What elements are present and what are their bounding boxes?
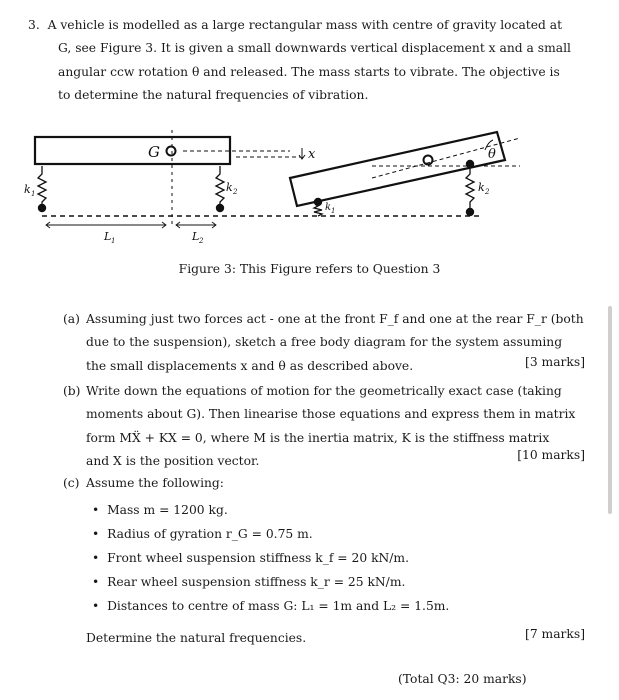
total-marks: (Total Q3: 20 marks): [398, 672, 527, 686]
svg-text:1: 1: [31, 190, 36, 198]
question-3-text: [28, 14, 571, 108]
part-a-marks: [3 marks]: [525, 355, 585, 369]
part-c-intro: Assume the following:: [86, 476, 224, 490]
svg-text:1: 1: [331, 207, 336, 215]
label-theta: θ: [488, 147, 496, 162]
figure-caption: Figure 3: This Figure refers to Question 3: [178, 262, 441, 276]
list-item: • Mass m = 1200 kg.: [92, 503, 228, 517]
label-k1-right: k: [325, 202, 332, 213]
question-line-2: G, see Figure 3. It is given a small downwards vertical displacement x and a small: [58, 41, 571, 56]
question-line-1: A vehicle is modelled as a large rectangular mass with centre of gravity located at: [47, 18, 563, 32]
part-b-label: (b): [63, 384, 81, 398]
svg-text:1: 1: [111, 237, 116, 245]
svg-text:2: 2: [233, 188, 238, 196]
part-c-closing: Determine the natural frequencies.: [86, 631, 307, 645]
spring-k1-static: [38, 166, 46, 206]
part-b-marks: [10 marks]: [517, 448, 585, 462]
list-item: • Distances to centre of mass G: L₁ = 1m and L₂ = 1.5m.: [92, 599, 450, 613]
question-line-4: to determine the natural frequencies of vibration.: [58, 88, 369, 103]
question-line-3: angular ccw rotation θ and released. The mass starts to vibrate. The objective is: [58, 64, 560, 79]
svg-text:2: 2: [485, 188, 490, 196]
part-a-line-3: the small displacements x and θ as described above.: [86, 358, 414, 373]
part-a-line-1: Assuming just two forces act - one at the front F_f and one at the rear F_r (both: [86, 312, 584, 326]
part-a-label: (a): [63, 312, 80, 326]
label-G: G: [148, 143, 160, 161]
list-item: • Radius of gyration r_G = 0.75 m.: [92, 527, 313, 541]
centre-of-gravity-marker: [167, 147, 176, 156]
part-b-line-1: Write down the equations of motion for the geometrically exact case (taking: [86, 384, 562, 398]
vehicle-body-displaced: [290, 132, 505, 206]
label-k1-left: k: [24, 183, 31, 196]
vertical-scrollbar[interactable]: [608, 306, 612, 514]
spring-k2-static: [216, 166, 224, 206]
svg-text:2: 2: [199, 237, 204, 245]
part-b-line-2: moments about G). Then linearise those equations and express them in matrix: [86, 407, 576, 422]
part-b-line-3: form MẌ + KX = 0, where M is the inertia matrix, K is the stiffness matrix: [86, 430, 550, 445]
question-number: 3.: [28, 18, 40, 32]
bullet-list: [92, 503, 449, 623]
part-c-label: (c): [63, 476, 80, 490]
label-L1: L: [104, 230, 112, 243]
spring-k1-displaced: [314, 204, 322, 216]
label-x: x: [308, 147, 316, 162]
list-item: • Front wheel suspension stiffness k_f = 20 kN/m.: [92, 551, 409, 565]
label-k2-left: k: [226, 181, 233, 194]
spring-k2-displaced: [466, 168, 474, 210]
vehicle-model-figure: [0, 120, 619, 260]
label-L2: L: [192, 230, 200, 243]
part-a-line-2: due to the suspension), sketch a free body diagram for the system assuming: [86, 335, 563, 350]
list-item: • Rear wheel suspension stiffness k_r = 25 kN/m.: [92, 575, 406, 589]
part-b-line-4: and X is the position vector.: [86, 454, 260, 469]
label-k2-right: k: [478, 181, 485, 194]
part-c-marks: [7 marks]: [525, 627, 585, 641]
